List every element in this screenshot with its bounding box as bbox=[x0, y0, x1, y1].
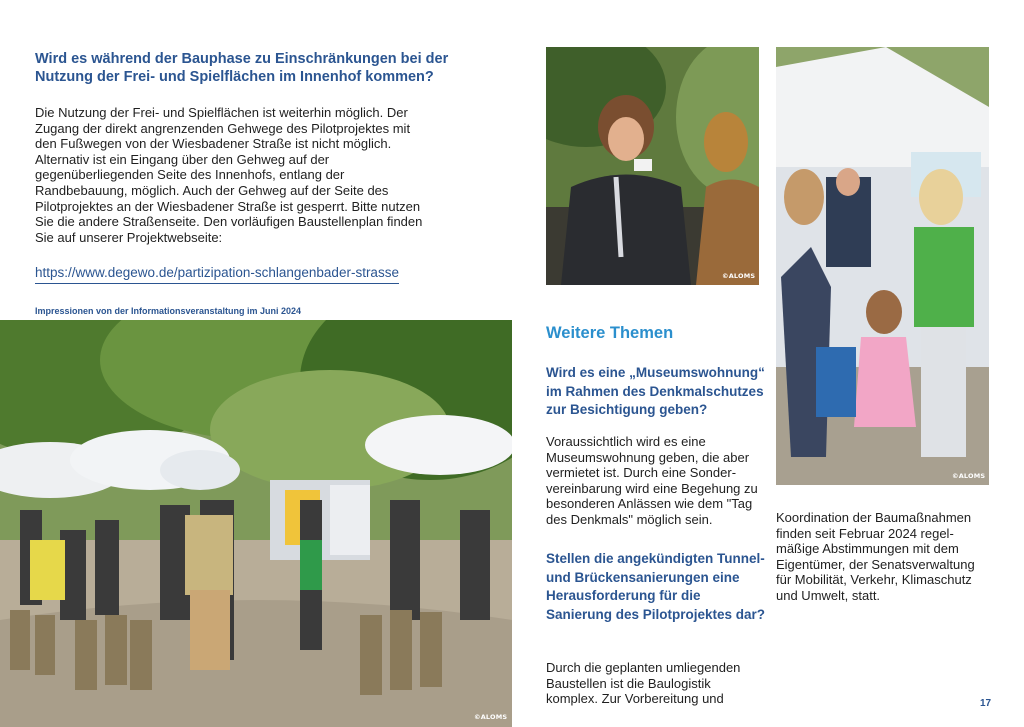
answer-playground: Die Nutzung der Frei- und Spielflächen ist weiterhin möglich. Der Zugang der direkt angrenzenden Gehwege des Pilotprojektes mit den Fußwegen von der Wiesbadener Straße ist nicht möglich. Alternativ ist ein Eingang über den Gehweg auf der gegenüberliegenden Seite des Innenhofs, entlang der Randbebauung, möglich. Auch der Gehweg auf der Seite des Pilotprojektes an der Wiesbadener Straße ist gesperrt. Bitte nutzen Sie die andere Straßenseite. Den vorläufigen Baustellenplan finden Sie auf unserer Projektwebseite: bbox=[35, 105, 423, 245]
answer-tunnel-bridge: Durch die geplanten umliegenden Baustellen ist die Baulogistik komplex. Zur Vorbereitung und bbox=[546, 660, 741, 707]
photo-caption: Impressionen von der Informationsveranstaltung im Juni 2024 bbox=[35, 306, 302, 316]
answer-museum-apartment: Voraussichtlich wird es eine Museumswohnung geben, die aber vermietet ist. Durch eine Sondervereinbarung wird eine Begehung zu besonderen Anlässen wie dem "Tag des Denkmals" möglich sein. bbox=[546, 434, 758, 527]
photo-credit-tent: ©ALOMS bbox=[952, 472, 986, 480]
coordination-paragraph: Koordination der Baumaßnahmen finden seit Februar 2024 regelmäßige Abstimmungen mit dem Eigentümer, der Senatsverwaltung für Mobilität, Verkehr, Klimaschutz und Umwelt, statt. bbox=[776, 510, 975, 603]
project-website-link[interactable]: https://www.degewo.de/partizipation-schlangenbader-strasse bbox=[35, 265, 399, 284]
photo-credit-visitor: ©ALOMS bbox=[722, 272, 756, 280]
question-title-tunnel-bridge: Stellen die angekündigten Tunnel- und Brückensanierungen eine Herausforderung für die Sanierung des Pilotprojektes dar? bbox=[546, 551, 766, 622]
section-title-more-topics: Weitere Themen bbox=[546, 324, 674, 342]
question-title-museum-apartment: Wird es eine „Museumswohnung“ im Rahmen des Denkmalschutzes zur Besichtigung geben? bbox=[546, 365, 765, 417]
event-photo-visitor bbox=[546, 47, 759, 285]
event-photo-tent bbox=[776, 47, 989, 485]
question-title-playground: Wird es während der Bauphase zu Einschränkungen bei der Nutzung der Frei- und Spielflächen im Innenhof kommen? bbox=[35, 51, 449, 85]
event-photo-courtyard bbox=[0, 320, 512, 727]
page-number: 17 bbox=[980, 698, 992, 709]
photo-credit-main: ©ALOMS bbox=[474, 713, 508, 721]
